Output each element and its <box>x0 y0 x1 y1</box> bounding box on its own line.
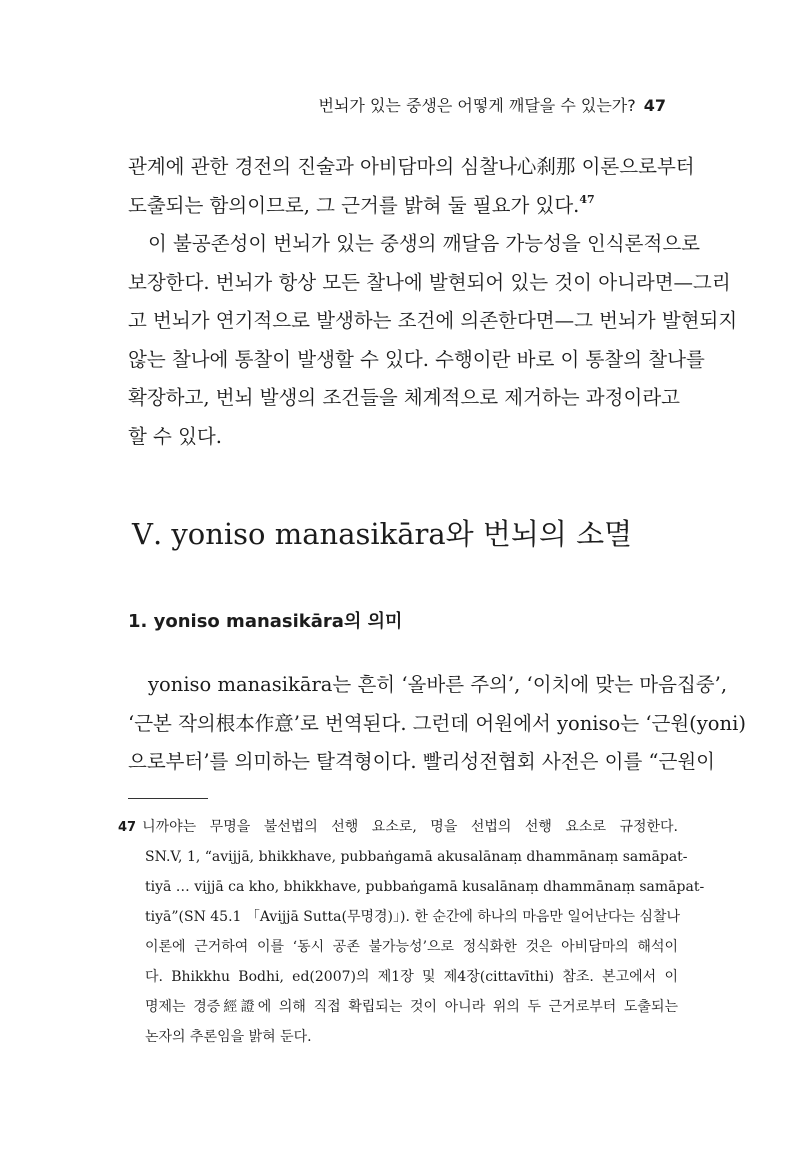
paragraph-2-line: 보장한다. 번뇌가 항상 모든 찰나에 발현되어 있는 것이 아니라면—그리 <box>128 270 731 294</box>
footnote-number: 47 <box>118 820 137 835</box>
paragraph-2-line: 할 수 있다. <box>128 424 222 448</box>
running-header <box>319 93 666 116</box>
paragraph-2-line: 확장하고, 번뇌 발생의 조건들을 체계적으로 제거하는 과정이라고 <box>128 386 680 409</box>
paragraph-1-line-2-text: 도출되는 함의이므로, 그 근거를 밝혀 둘 필요가 있다. <box>128 193 580 217</box>
section-heading: Ⅴ. yoniso manasikāra와 번뇌의 소멸 <box>132 517 633 551</box>
paragraph-3-line: 으로부터’를 의미하는 탈격형이다. 빨리성전협회 사전은 이를 “근원이 <box>128 750 715 773</box>
footnote-line: tiyā”(SN 45.1 「Avijjā Sutta(무명경)」). 한 순간에 하나의 마음만 일어난다는 심찰나 <box>145 909 681 925</box>
subsection-heading: 1. yoniso manasikāra의 의미 <box>128 611 403 632</box>
paragraph-2-line: 고 번뇌가 연기적으로 발생하는 조건에 의존한다면—그 번뇌가 발현되지 <box>128 309 738 332</box>
paragraph-2 <box>128 225 738 456</box>
footnote-reference[interactable]: 47 <box>579 192 595 206</box>
footnote-line: 이론에 근거하여 이를 ‘동시 공존 불가능성’으로 정식화한 것은 아비담마의 해석이 <box>145 939 678 955</box>
footnote-line: 명제는 경증經證에 의해 직접 확립되는 것이 아니라 위의 두 근거로부터 도출되는 <box>145 999 678 1015</box>
footnote-line: tiyā … vijjā ca kho, bhikkhave, pubbaṅgamā kusalānaṃ dhammānaṃ samāpat- <box>145 879 705 895</box>
paragraph-1-line-1: 관계에 관한 경전의 진술과 아비담마의 심찰나心刹那 이론으로부터 <box>128 155 695 178</box>
paragraph-3-line: ‘근본 작의根本作意’로 번역된다. 그런데 어원에서 yoniso는 ‘근원(yoni) <box>128 711 746 735</box>
paragraph-3 <box>128 666 746 782</box>
footnote-line: 논자의 추론임을 밝혀 둔다. <box>145 1029 312 1045</box>
footnote-line <box>118 812 678 842</box>
footnote-divider <box>128 798 208 799</box>
paragraph-1-line-2 <box>128 187 678 226</box>
paragraph-2-line: 않는 찰나에 통찰이 발생할 수 있다. 수행이란 바로 이 통찰의 찰나를 <box>128 347 705 371</box>
running-header-title: 번뇌가 있는 중생은 어떻게 깨달을 수 있는가? <box>318 96 636 115</box>
footnote-line-text: 니까야는 무명을 불선법의 선행 요소로, 명을 선법의 선행 요소로 규정한다. <box>142 819 678 835</box>
paragraph-2-line: 이 불공존성이 번뇌가 있는 중생의 깨달음 가능성을 인식론적으로 <box>148 232 700 255</box>
paragraph-3-line: yoniso manasikāra는 흔히 ‘올바른 주의’, ‘이치에 맞는 마음집중’, <box>148 673 728 696</box>
footnote-line: 다. Bhikkhu Bodhi, ed(2007)의 제1장 및 제4장(cittavīthi) 참조. 본고에서 이 <box>145 969 678 985</box>
footnote-47 <box>118 812 705 1052</box>
paragraph-1 <box>128 148 695 225</box>
page-number: 47 <box>643 96 666 115</box>
footnote-line: SN.V, 1, “avijjā, bhikkhave, pubbaṅgamā akusalānaṃ dhammānaṃ samāpat- <box>145 849 688 865</box>
